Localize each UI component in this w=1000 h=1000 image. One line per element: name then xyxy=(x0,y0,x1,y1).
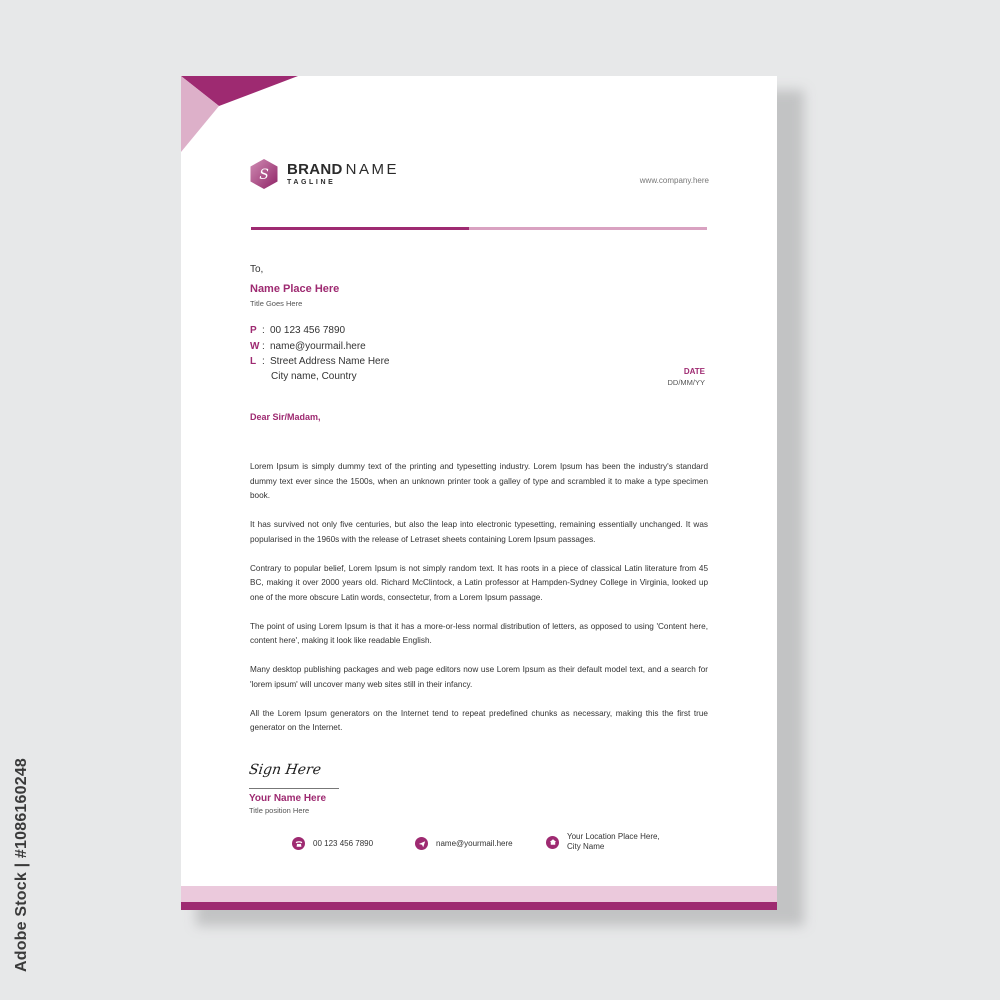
header-rule-dark xyxy=(251,227,469,230)
recipient-name: Name Place Here xyxy=(250,283,340,295)
footer-location-text xyxy=(567,832,660,852)
body-paragraph: Lorem Ipsum is simply dummy text of the printing and typesetting industry. Lorem Ipsum has been the industry's standard dummy text ever since the 1500s, when an unknown printer took a galley of type and scrambled it to make a type specimen book. xyxy=(250,462,708,500)
contact-web-value: name@yourmail.here xyxy=(270,341,366,352)
body-paragraph: Many desktop publishing packages and web page editors now use Lorem Ipsum as their default model text, and a search for 'lorem ipsum' will uncover many web sites still in their infancy. xyxy=(250,665,708,689)
contact-phone-key: P xyxy=(250,325,257,336)
brand-name-light: NAME xyxy=(345,161,400,178)
body-paragraph: It has survived not only five centuries, but also the leap into electronic typesetting, remaining essentially unchanged. It was popularised in the 1960s with the release of Letraset sheets containing Lorem Ipsum passages. xyxy=(250,520,708,544)
footer-email xyxy=(415,837,513,850)
brand-logo-icon xyxy=(249,158,279,190)
brand-block xyxy=(249,158,399,190)
contact-location xyxy=(250,356,390,367)
body-paragraph: Contrary to popular belief, Lorem Ipsum is not simply random text. It has roots in a piece of classical Latin literature from 45 BC, making it over 2000 years old. Richard McClintock, a Latin professor at Hampden-Sydney College in Virginia, looked up one of the more obscure Latin words, consectetur, from a Lorem Ipsum passage. xyxy=(250,563,708,602)
contact-web-colon: : xyxy=(262,341,265,352)
contact-city: City name, Country xyxy=(271,371,357,382)
signer-name: Your Name Here xyxy=(249,793,327,804)
date-value: DD/MM/YY xyxy=(667,378,705,387)
brand-name-bold: BRAND xyxy=(287,161,343,178)
phone-icon xyxy=(292,837,305,850)
footer-band-light xyxy=(181,886,777,902)
footer-location-line1: Your Location Place Here, xyxy=(567,832,660,841)
footer-band-dark xyxy=(181,902,777,910)
header-rule-light xyxy=(469,227,707,230)
date-label: DATE xyxy=(683,367,705,376)
home-icon xyxy=(546,836,559,849)
stock-id-label xyxy=(10,750,34,980)
stock-id-text: Adobe Stock | #1086160248 xyxy=(13,757,30,973)
brand-text xyxy=(287,162,399,186)
signature-script: Sign Here xyxy=(247,762,323,778)
brand-logo-letter: S xyxy=(259,167,269,183)
send-icon xyxy=(415,837,428,850)
greeting: Dear Sir/Madam, xyxy=(250,412,321,422)
recipient-title: Title Goes Here xyxy=(250,299,303,308)
letterhead-sheet xyxy=(181,76,777,910)
contact-location-colon: : xyxy=(262,356,265,367)
contact-web xyxy=(250,341,366,352)
corner-decoration xyxy=(181,76,301,156)
footer-location xyxy=(546,832,660,852)
body-paragraph: The point of using Lorem Ipsum is that it has a more-or-less normal distribution of letters, as opposed to using 'Content here, content here', making it look like readable English. xyxy=(250,621,708,645)
contact-phone xyxy=(250,325,345,336)
body-paragraph: All the Lorem Ipsum generators on the Internet tend to repeat predefined chunks as necessary, making this the first true generator on the Internet. xyxy=(250,708,708,732)
salutation-to: To, xyxy=(250,264,264,275)
footer-phone-text: 00 123 456 7890 xyxy=(313,839,374,848)
contact-phone-colon: : xyxy=(262,325,265,336)
brand-tagline: TAGLINE xyxy=(287,179,336,186)
brand-name xyxy=(287,162,399,178)
footer-phone xyxy=(292,837,373,850)
contact-web-key: W xyxy=(250,341,260,352)
website-url: www.company.here xyxy=(639,176,709,185)
footer-email-text: name@yourmail.here xyxy=(436,839,513,848)
contact-location-key: L xyxy=(250,356,257,367)
letter-body xyxy=(250,460,708,750)
signer-title: Title position Here xyxy=(249,806,310,815)
contact-phone-value: 00 123 456 7890 xyxy=(270,325,346,336)
signature-line xyxy=(249,788,339,789)
contact-location-value: Street Address Name Here xyxy=(270,356,390,367)
footer-location-line2: City Name xyxy=(567,842,605,851)
